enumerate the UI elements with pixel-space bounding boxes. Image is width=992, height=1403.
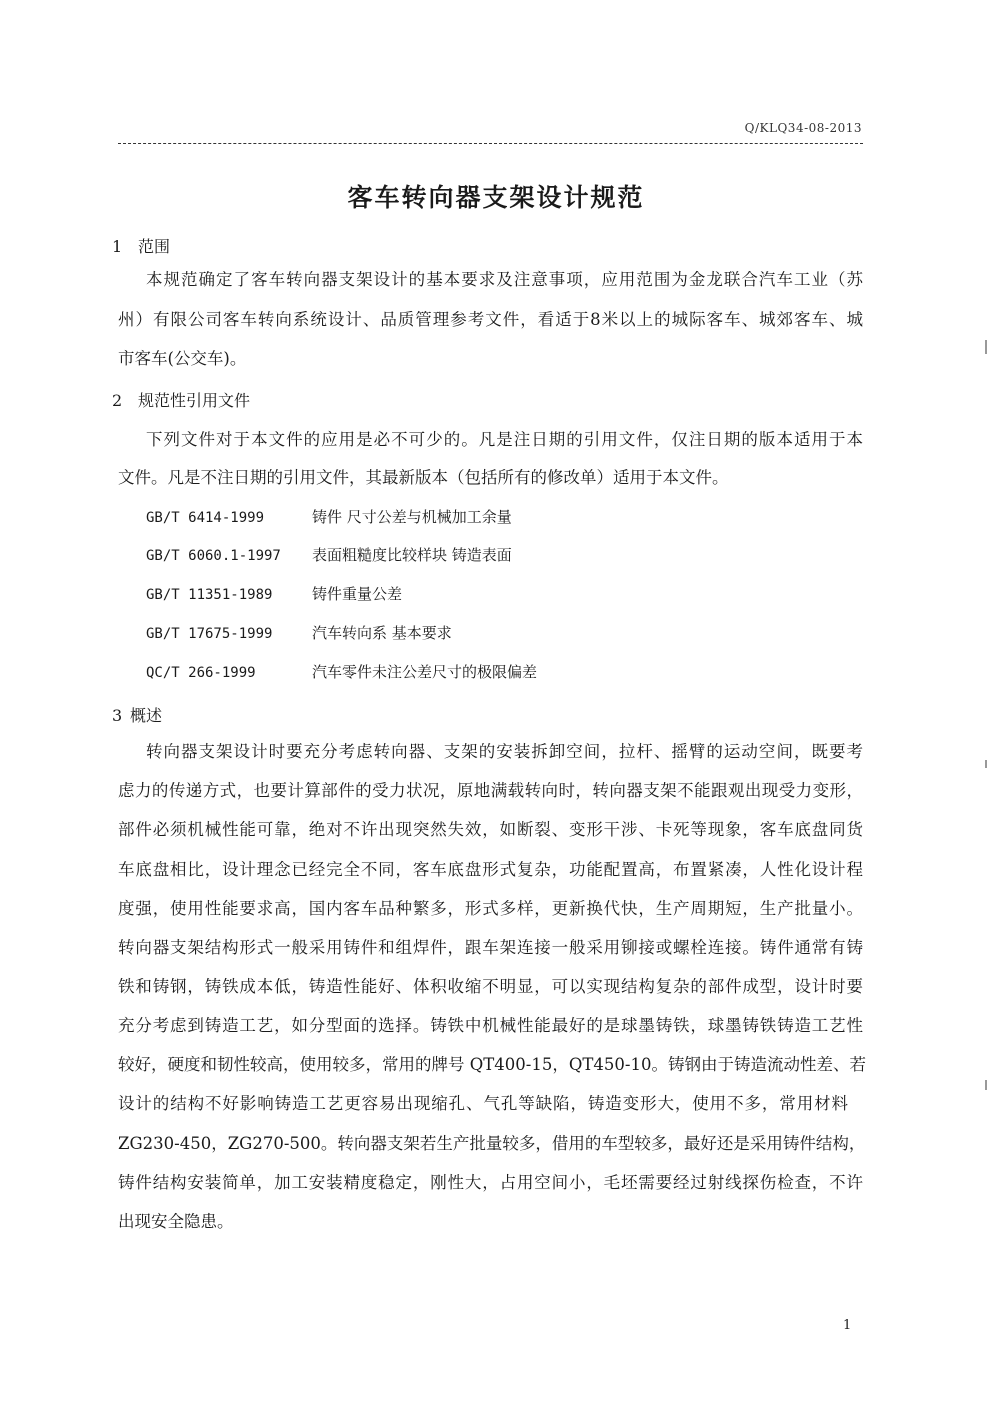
- document-code: Q/KLQ34-08-2013: [744, 121, 862, 135]
- scan-mark: [985, 760, 987, 768]
- reference-code: GB/T 6414-1999: [146, 510, 265, 526]
- scan-mark: [985, 340, 987, 354]
- scan-mark: [985, 1080, 987, 1090]
- reference-name: 汽车零件未注公差尺寸的极限偏差: [312, 663, 538, 681]
- paragraph-line: ZG230-450，ZG270-500。转向器支架若生产批量较多，借用的车型较多，最好还是采用铸件结构，: [118, 1134, 866, 1153]
- paragraph-line: 下列文件对于本文件的应用是必不可少的。凡是注日期的引用文件，仅注日期的版本适用于本: [146, 430, 863, 449]
- reference-name: 铸件重量公差: [312, 585, 403, 603]
- reference-item: [146, 544, 512, 565]
- paragraph-line: 铸件结构安装简单，加工安装精度稳定，刚性大，占用空间小，毛坯需要经过射线探伤检查，不许: [118, 1173, 863, 1192]
- page-number: 1: [843, 1318, 852, 1333]
- paragraph-line: 设计的结构不好影响铸造工艺更容易出现缩孔、气孔等缺陷，铸造变形大，使用不多，常用材料: [118, 1094, 848, 1113]
- section-title: 范围: [138, 237, 171, 256]
- section-heading-3: [112, 703, 162, 726]
- reference-item: [146, 661, 537, 682]
- paragraph-line: 转向器支架设计时要充分考虑转向器、支架的安装拆卸空间，拉杆、摇臂的运动空间，既要考: [146, 742, 863, 761]
- paragraph-line: 转向器支架结构形式一般采用铸件和组焊件，跟车架连接一般采用铆接或螺栓连接。铸件通常有铸: [118, 938, 863, 957]
- section-title: 概述: [130, 706, 163, 725]
- reference-code: GB/T 11351-1989: [146, 587, 273, 603]
- paragraph-line: 充分考虑到铸造工艺，如分型面的选择。铸铁中机械性能最好的是球墨铸铁，球墨铸铁铸造工艺性: [118, 1016, 863, 1035]
- reference-item: [146, 583, 402, 604]
- reference-code: QC/T 266-1999: [146, 665, 256, 681]
- reference-code: GB/T 6060.1-1997: [146, 548, 281, 564]
- paragraph-line: 度强，使用性能要求高，国内客车品种繁多，形式多样，更新换代快，生产周期短，生产批量小。: [118, 899, 863, 918]
- section-number: 2: [112, 391, 123, 410]
- reference-item: [146, 622, 452, 643]
- paragraph-line: 较好，硬度和韧性较高，使用较多，常用的牌号 QT400-15，QT450-10。铸钢由于铸造流动性差、若: [118, 1055, 866, 1074]
- paragraph-line: 铁和铸钢，铸铁成本低，铸造性能好、体积收缩不明显，可以实现结构复杂的部件成型，设计时要: [118, 977, 863, 996]
- reference-name: 汽车转向系 基本要求: [312, 624, 452, 642]
- section-number: 1: [112, 237, 123, 256]
- paragraph-line: 州）有限公司客车转向系统设计、品质管理参考文件，看适于8米以上的城际客车、城郊客车、城: [118, 310, 863, 329]
- paragraph-line: 市客车(公交车)。: [118, 349, 247, 368]
- section-title: 规范性引用文件: [138, 391, 251, 410]
- paragraph-line: 车底盘相比，设计理念已经完全不同，客车底盘形式复杂，功能配置高，布置紧凑，人性化设计程: [118, 860, 863, 879]
- paragraph-line: 虑力的传递方式，也要计算部件的受力状况，原地满载转向时，转向器支架不能跟观出现受力变形，: [118, 781, 863, 800]
- page-title: 客车转向器支架设计规范: [347, 183, 645, 212]
- reference-name: 铸件 尺寸公差与机械加工余量: [312, 508, 512, 526]
- reference-code: GB/T 17675-1999: [146, 626, 273, 642]
- reference-item: [146, 506, 512, 527]
- reference-name: 表面粗糙度比较样块 铸造表面: [312, 546, 512, 564]
- section-heading-1: [112, 234, 170, 257]
- paragraph-line: 出现安全隐患。: [118, 1212, 234, 1231]
- paragraph-line: 本规范确定了客车转向器支架设计的基本要求及注意事项，应用范围为金龙联合汽车工业（苏: [146, 270, 863, 289]
- section-number: 3: [112, 706, 123, 725]
- paragraph-line: 文件。凡是不注日期的引用文件，其最新版本（包括所有的修改单）适用于本文件。: [118, 468, 729, 487]
- paragraph-line: 部件必须机械性能可靠，绝对不许出现突然失效，如断裂、变形干涉、卡死等现象，客车底盘同货: [118, 820, 863, 839]
- header-rule: [118, 143, 863, 144]
- section-heading-2: [112, 388, 250, 411]
